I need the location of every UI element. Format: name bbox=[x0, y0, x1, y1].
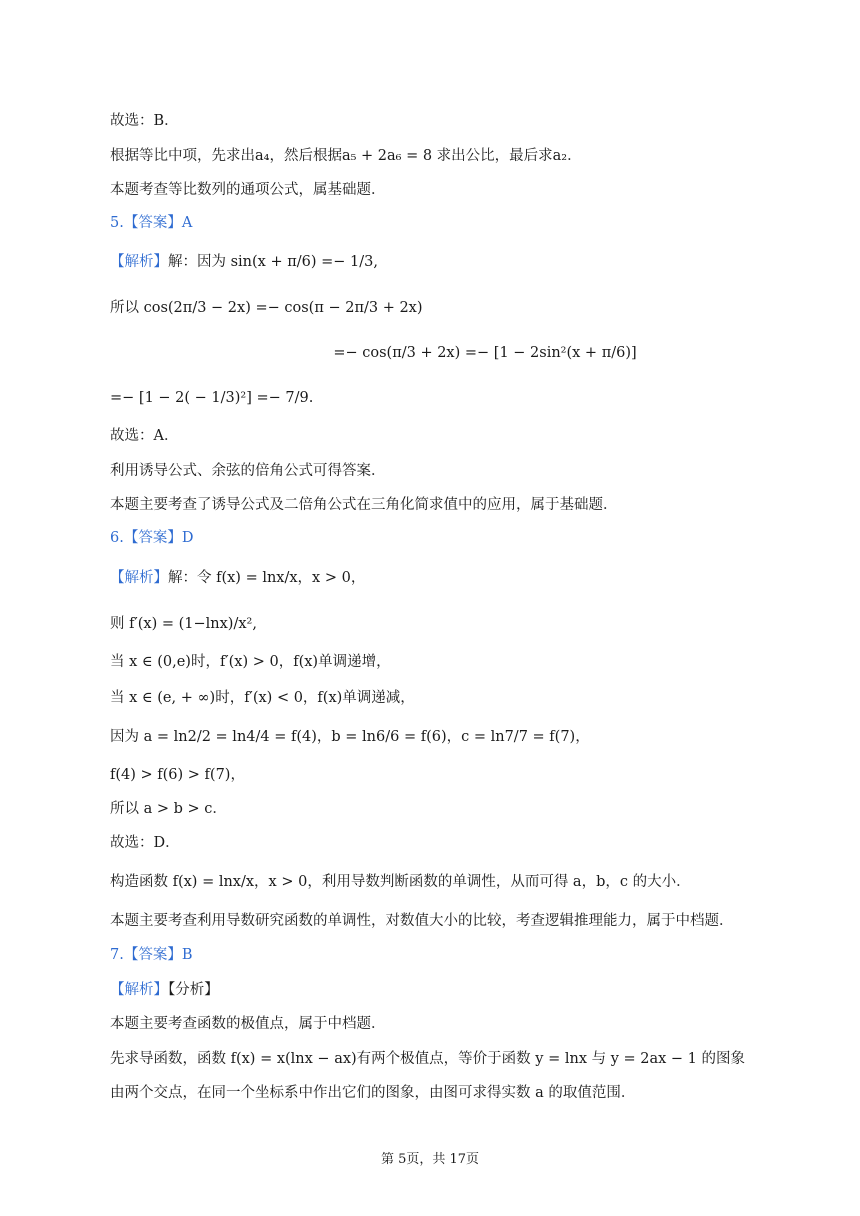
analysis-line bbox=[110, 980, 800, 1000]
answer-heading-7: 7.【答案】B bbox=[110, 947, 193, 963]
text-line: 当 x ∈ (e, + ∞)时，f′(x) < 0，f(x)单调递减， bbox=[110, 690, 415, 706]
answer-heading-5: 5.【答案】A bbox=[110, 215, 193, 231]
text-line: 故选：D． bbox=[110, 835, 180, 851]
text-line: =− [1 − 2( − 1/3)²] =− 7/9. bbox=[110, 390, 314, 406]
answer-heading-6: 6.【答案】D bbox=[110, 530, 194, 546]
text-line: 所以 a > b > c． bbox=[110, 801, 227, 817]
text-line: 利用诱导公式、余弦的倍角公式可得答案． bbox=[110, 463, 386, 479]
analysis-label: 【解析】 bbox=[110, 254, 168, 270]
analysis-text: 解：令 f(x) = lnx/x，x > 0， bbox=[168, 570, 366, 586]
text-line: 本题主要考查了诱导公式及二倍角公式在三角化简求值中的应用，属于基础题． bbox=[110, 497, 618, 513]
text-line: f(4) > f(6) > f(7)， bbox=[110, 767, 245, 783]
text-line: 本题主要考查函数的极值点，属于中档题． bbox=[110, 1016, 386, 1032]
text-line: 本题主要考查利用导数研究函数的单调性，对数值大小的比较，考查逻辑推理能力，属于中档题． bbox=[110, 913, 734, 929]
text-line: 本题考查等比数列的通项公式，属基础题． bbox=[110, 182, 386, 198]
analysis-text: 【分析】 bbox=[168, 982, 219, 998]
text-line: 故选：A． bbox=[110, 428, 179, 444]
analysis-line bbox=[110, 252, 800, 272]
analysis-text: 解：因为 sin(x + π/6) =− 1/3, bbox=[168, 254, 378, 270]
text-line: 构造函数 f(x) = lnx/x，x > 0，利用导数判断函数的单调性，从而可得 a，b，c 的大小． bbox=[110, 874, 691, 890]
text-line: 故选：B． bbox=[110, 113, 179, 129]
text-line: 当 x ∈ (0,e)时，f′(x) > 0，f(x)单调递增， bbox=[110, 654, 391, 670]
text-line: 因为 a = ln2/2 = ln4/4 = f(4)，b = ln6/6 = f(6)，c = ln7/7 = f(7)， bbox=[110, 729, 590, 745]
text-line: 则 f′(x) = (1−lnx)/x², bbox=[110, 616, 257, 632]
text-line: 所以 cos(2π/3 − 2x) =− cos(π − 2π/3 + 2x) bbox=[110, 300, 423, 316]
analysis-label: 【解析】 bbox=[110, 570, 168, 586]
formula-line: =− cos(π/3 + 2x) =− [1 − 2sin²(x + π/6)] bbox=[333, 345, 637, 361]
page-footer: 第 5页，共 17页 bbox=[380, 1152, 480, 1167]
text-line: 先求导函数，函数 f(x) = x(lnx − ax)有两个极值点，等价于函数 y = lnx 与 y = 2ax − 1 的图象 bbox=[110, 1051, 746, 1067]
analysis-line bbox=[110, 568, 800, 588]
text-line: 根据等比中项，先求出a₄，然后根据a₅ + 2a₆ = 8 求出公比，最后求a₂． bbox=[110, 148, 582, 164]
text-line: 由两个交点，在同一个坐标系中作出它们的图象，由图可求得实数 a 的取值范围． bbox=[110, 1085, 636, 1101]
analysis-label: 【解析】 bbox=[110, 982, 168, 998]
